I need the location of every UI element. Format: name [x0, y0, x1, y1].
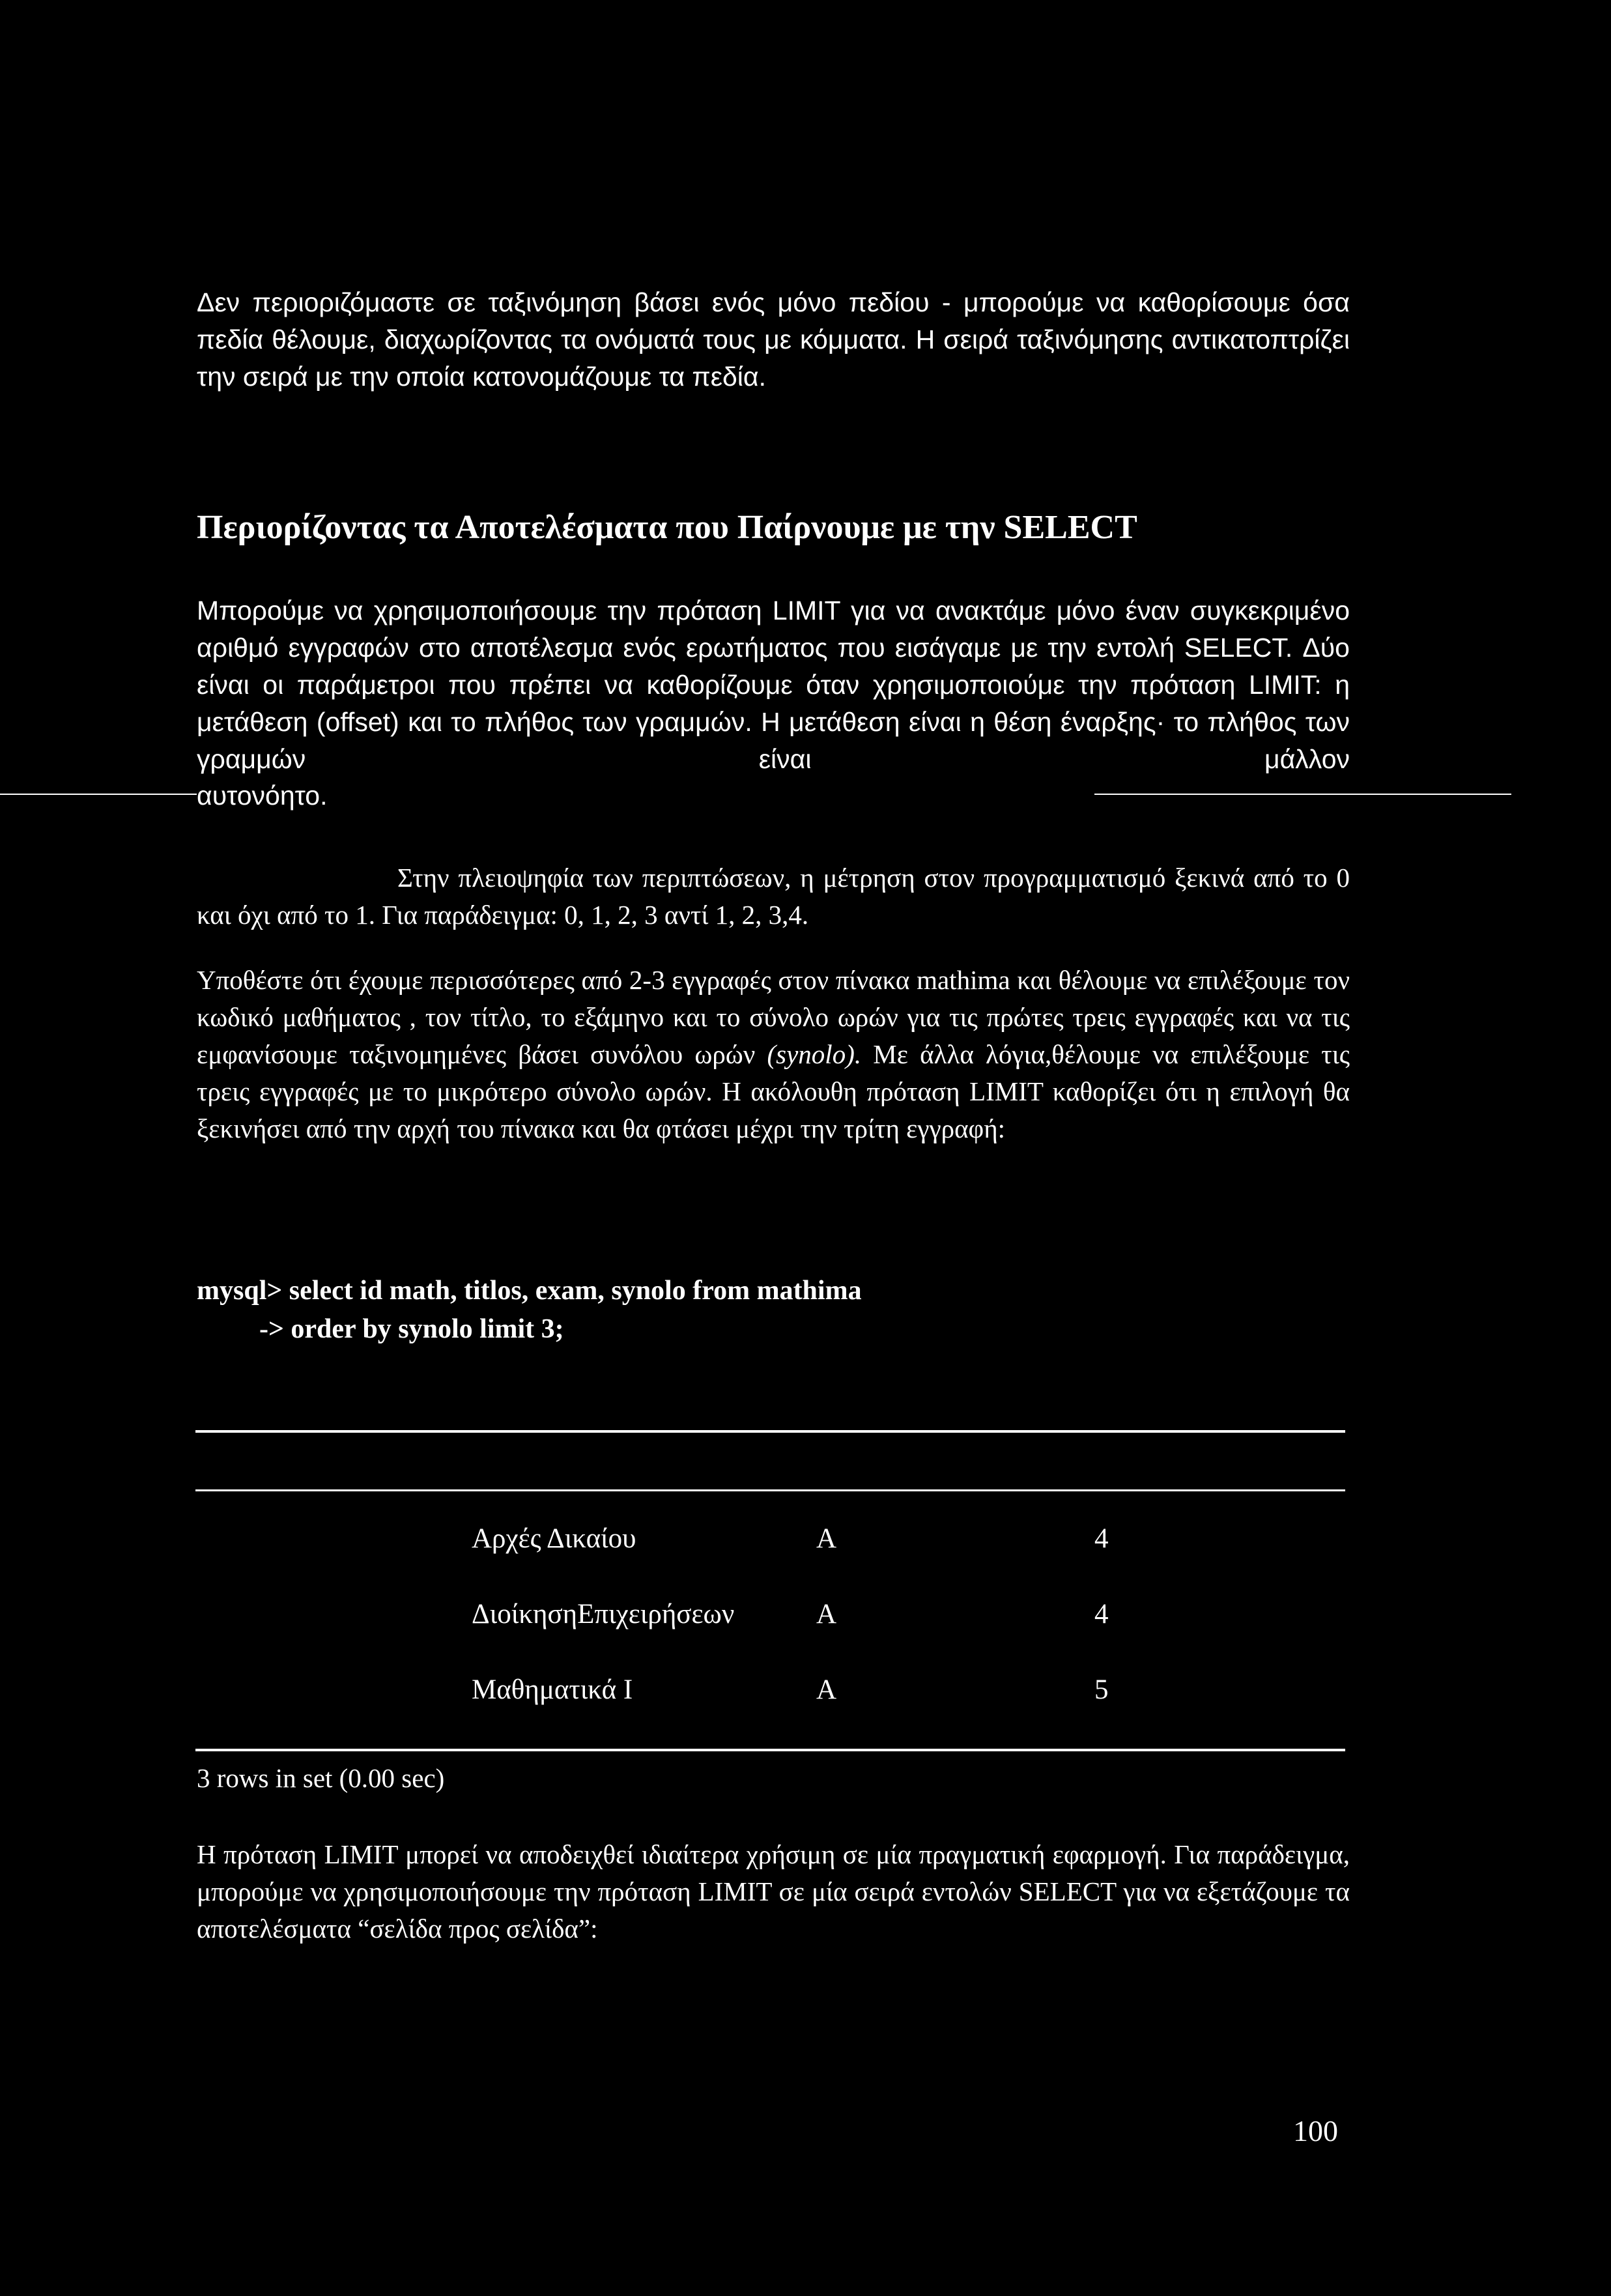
- result-footer: 3 rows in set (0.00 sec): [197, 1763, 445, 1793]
- row-synolo: 5: [1094, 1674, 1109, 1705]
- sql-code-line-1: mysql> select id math, titlos, exam, synolo from mathima: [197, 1276, 862, 1306]
- section-heading: Περιορίζοντας τα Αποτελέσματα που Παίρνουμε με την SELECT: [197, 509, 1137, 546]
- intro-paragraph: Δεν περιοριζόμαστε σε ταξινόμηση βάσει ενός μόνο πεδίου - μπορούμε να καθορίσουμε όσα πεδία θέλουμε, διαχωρίζοντας τα ονόματά τους με κόμματα. Η σειρά ταξινόμησης αντικατοπτρίζει την σειρά με την οποία κατονομάζουμε τα πεδία.: [197, 287, 1350, 392]
- table-top-rule: [195, 1430, 1345, 1433]
- limit-paragraph: Μπορούμε να χρησιμοποιήσουμε την πρόταση LIMIT για να ανακτάμε μόνο έναν συγκεκριμένο αριθμό εγγραφών στο αποτέλεσμα ενός ερωτήματος που εισάγαμε με την εντολή SELECT. Δύο είναι οι παράμετροι που πρέπει να καθορίζουμε όταν χρησιμοποιούμε την πρόταση LIMIT: η μετάθεση (offset) και το πλήθος των γραμμών. Η μετάθεση είναι η θέση έναρξης· το πλήθος των γραμμών είναι μάλλον: [197, 596, 1350, 774]
- margin-rule-left: [0, 794, 197, 795]
- margin-rule-right: [1094, 794, 1511, 795]
- example-text-part1: Υποθέστε ότι έχουμε περισσότερες από 2-3 εγγραφές στον πίνακα mathima και θέλουμε να επιλέξουμε τον κωδικό μαθήματος , τον τίτλο, το εξάμηνο και το σύνολο ωρών για τις πρώτες τρεις εγγραφές και να τις εμφανίσουμε ταξινομημένες βάσει συνόλου ωρών: [197, 965, 1350, 1069]
- note-paragraph: Στην πλειοψηφία των περιπτώσεων, η μέτρηση στον προγραμματισμό ξεκινά από το 0 και όχι από το 1. Για παράδειγμα: 0, 1, 2, 3 αντί 1, 2, 3,4.: [197, 863, 1350, 930]
- example-emphasis: (synolo).: [767, 1039, 862, 1069]
- page-number: 100: [1293, 2114, 1338, 2147]
- row-title: Αρχές Δικαίου: [472, 1523, 636, 1554]
- row-exam: A: [816, 1674, 837, 1705]
- row-exam: A: [816, 1523, 837, 1554]
- limit-paragraph-last-line: αυτονόητο.: [197, 781, 328, 811]
- table-bottom-rule: [195, 1749, 1345, 1751]
- row-exam: A: [816, 1599, 837, 1629]
- example-text-part2: Με άλλα λόγια,θέλουμε να επιλέξουμε τις τρεις εγγραφές με το μικρότερο σύνολο ωρών. Η ακόλουθη πρόταση LIMIT καθορίζει ότι η επιλογή θα ξεκινήσει από την αρχή του πίνακα και θα φτάσει μέχρι την τρίτη εγγραφή:: [197, 1039, 1350, 1143]
- row-synolo: 4: [1094, 1599, 1109, 1629]
- closing-paragraph: Η πρόταση LIMIT μπορεί να αποδειχθεί ιδιαίτερα χρήσιμη σε μία πραγματική εφαρμογή. Για παράδειγμα, μπορούμε να χρησιμοποιήσουμε την πρόταση LIMIT σε μία σειρά εντολών SELECT για να εξετάζουμε τα αποτελέσματα “σελίδα προς σελίδα”:: [197, 1839, 1350, 1944]
- row-synolo: 4: [1094, 1523, 1109, 1554]
- example-paragraph: [197, 962, 1350, 1147]
- sql-code-line-2: -> order by synolo limit 3;: [259, 1314, 564, 1344]
- table-header-rule: [195, 1489, 1345, 1491]
- row-title: Μαθηματικά I: [472, 1674, 633, 1705]
- row-title: ΔιοίκησηΕπιχειρήσεων: [472, 1599, 735, 1629]
